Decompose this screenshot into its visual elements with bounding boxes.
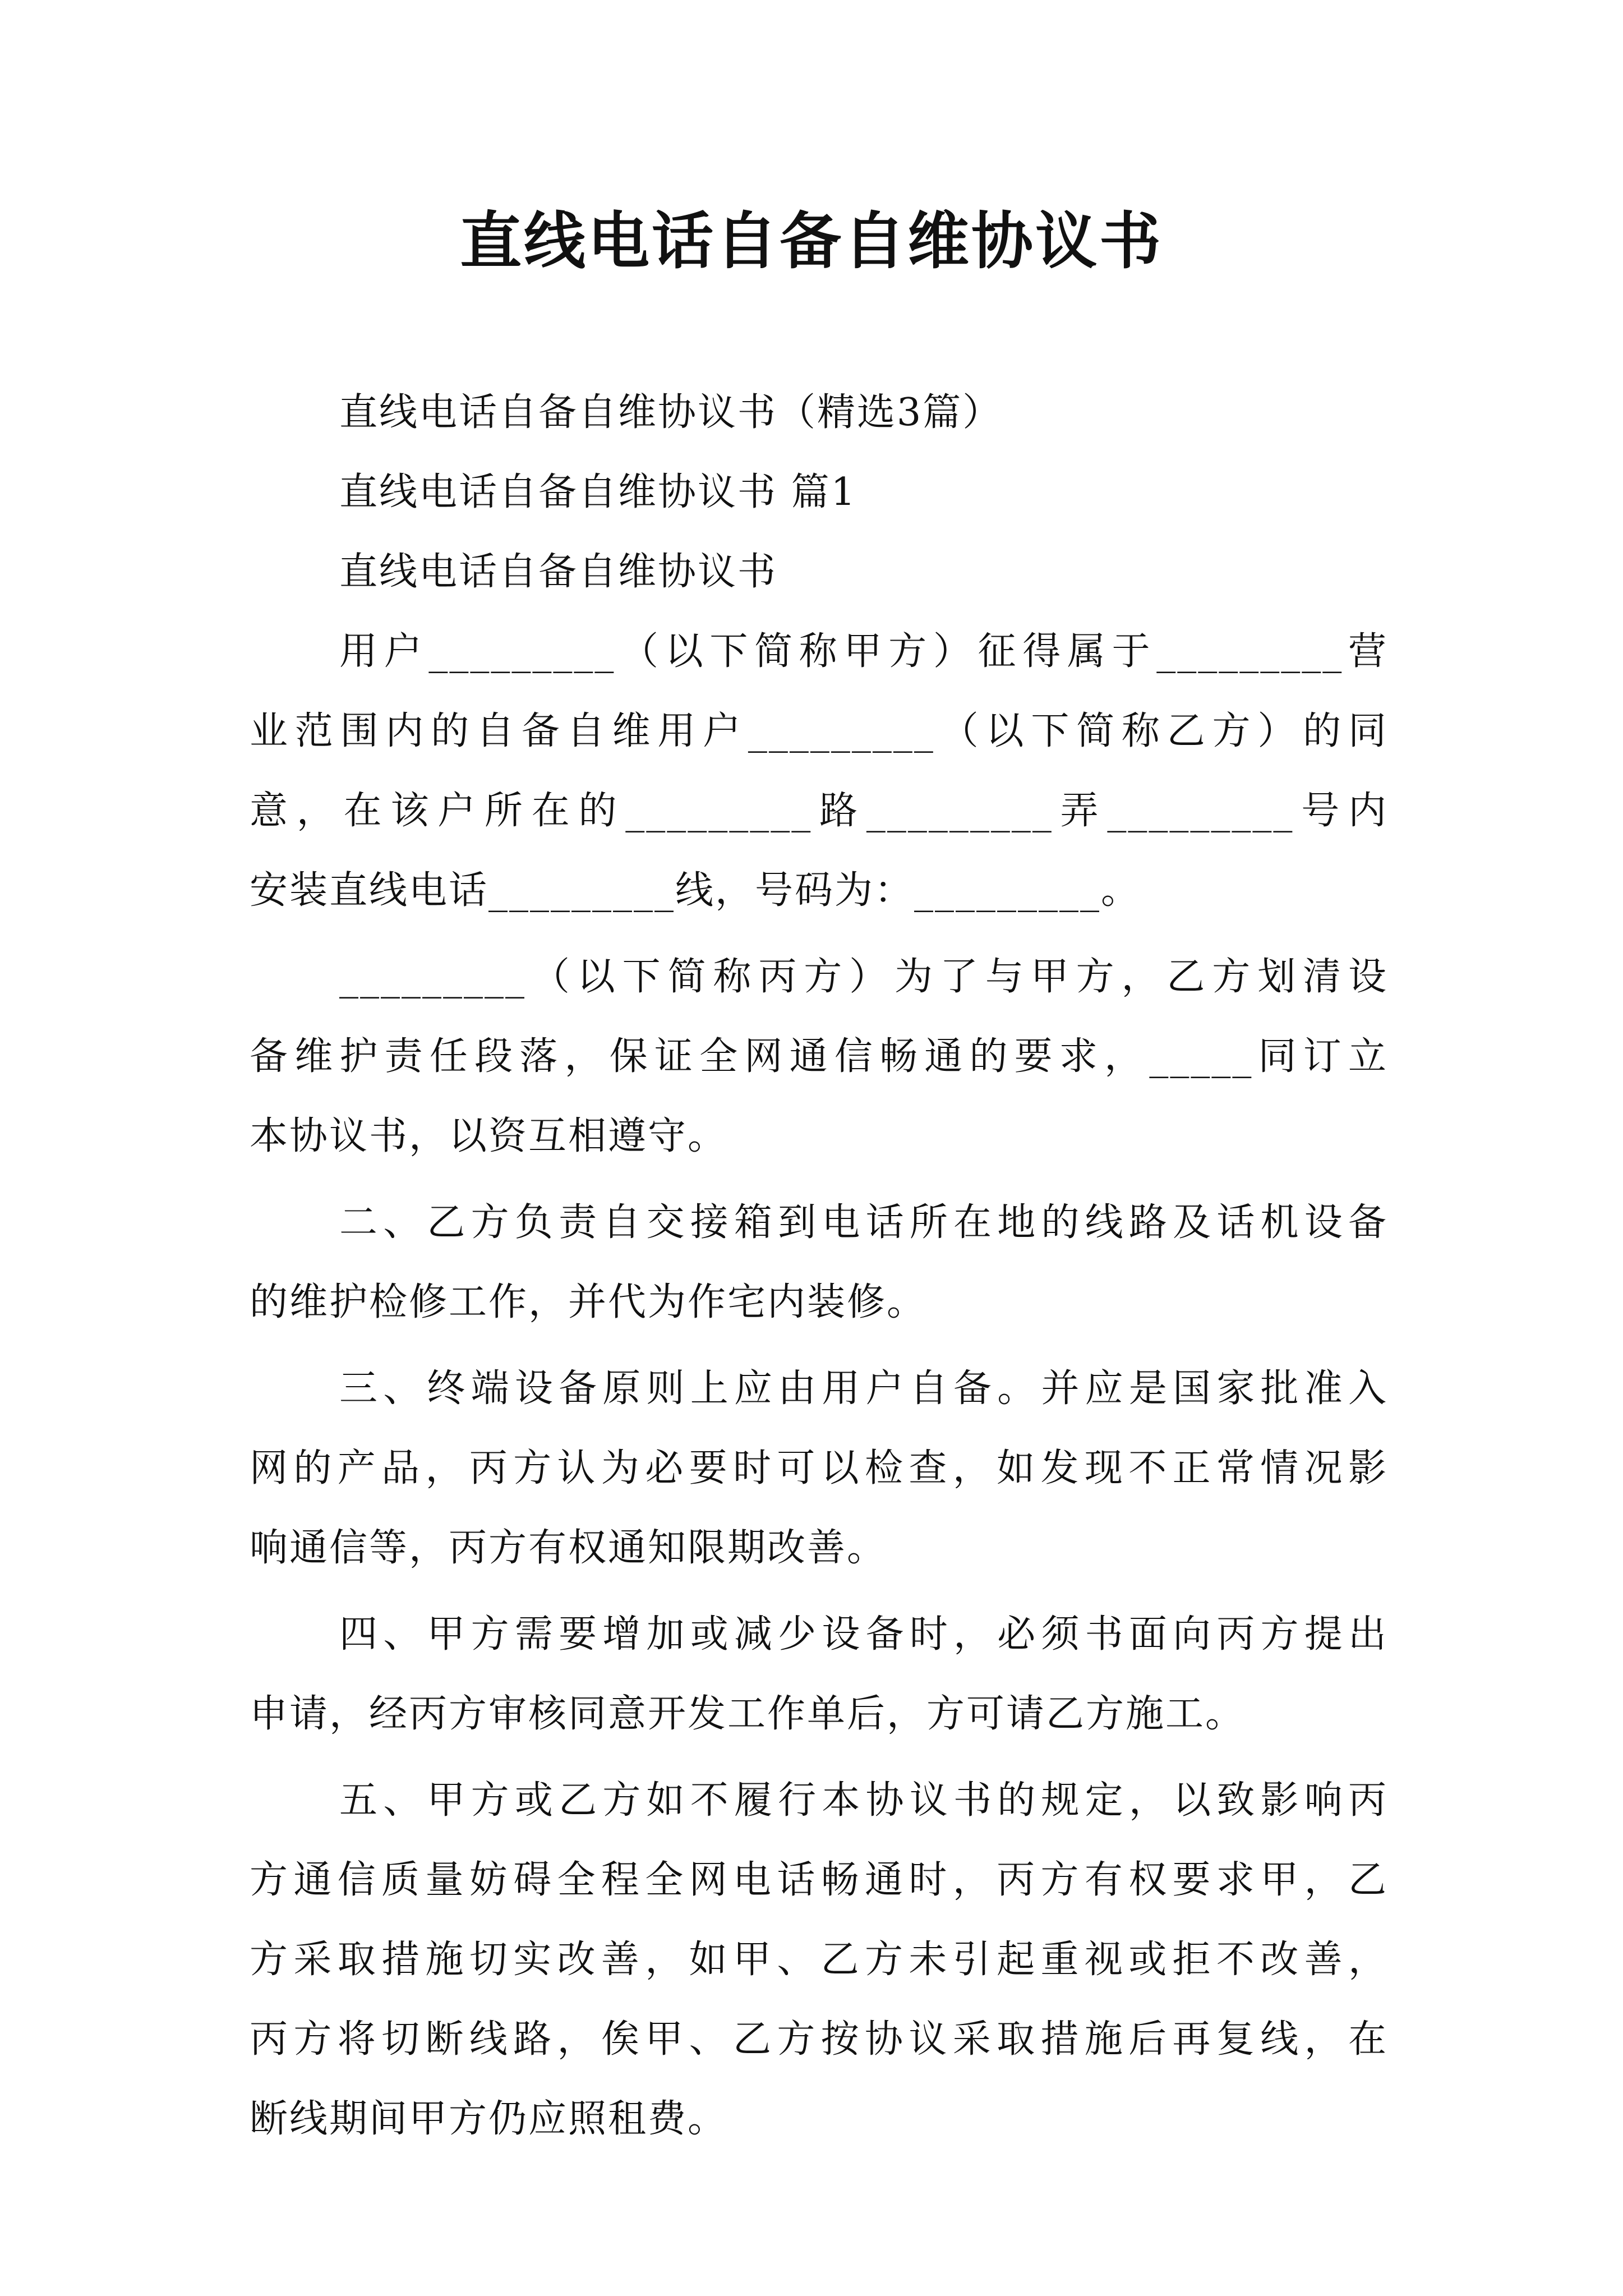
collection-heading: 直线电话自备自维协议书（精选3篇） [339, 390, 1003, 435]
article-heading: 直线电话自备自维协议书 篇1 [339, 470, 857, 514]
document-body [250, 373, 1388, 2159]
paragraph-line: 五、甲方或乙方如不履行本协议书的规定，以致影响丙 [339, 1778, 1388, 1823]
paragraph-line: 备维护责任段落，保证全网通信畅通的要求，_____同订立 [250, 1034, 1388, 1079]
clause-four [250, 1595, 1388, 1754]
paragraph-line: 业范围内的自备自维用户_________（以下简称乙方）的同 [250, 709, 1388, 753]
clause-two [250, 1183, 1388, 1342]
paragraph-parties [250, 612, 1388, 931]
clause-five [250, 1761, 1388, 2159]
paragraph-line: 意，在该户所在的_________路_________弄_________号内 [250, 789, 1388, 833]
paragraph-line: 方采取措施切实改善，如甲、乙方未引起重视或拒不改善， [250, 1938, 1388, 1982]
paragraph-line: _________（以下简称丙方）为了与甲方，乙方划清设 [339, 955, 1388, 999]
paragraph-line: 丙方将切断线路，俟甲、乙方按协议采取措施后再复线，在 [250, 2017, 1388, 2062]
paragraph-line: 本协议书，以资互相遵守。 [250, 1114, 728, 1158]
paragraph-line: 四、甲方需要增加或减少设备时，必须书面向丙方提出 [339, 1612, 1388, 1657]
paragraph-line: 网的产品，丙方认为必要时可以检查，如发现不正常情况影 [250, 1446, 1388, 1490]
clause-three [250, 1349, 1388, 1588]
paragraph-line: 三、终端设备原则上应由用户自备。并应是国家批准入 [339, 1366, 1388, 1411]
paragraph-line: 的维护检修工作，并代为作宅内装修。 [250, 1280, 927, 1324]
paragraph-purpose [250, 937, 1388, 1176]
paragraph-line: 断线期间甲方仍应照租费。 [250, 2097, 728, 2141]
paragraph-line: 二、乙方负责自交接箱到电话所在地的线路及话机设备 [339, 1200, 1388, 1245]
paragraph-line: 响通信等，丙方有权通知限期改善。 [250, 1526, 887, 1570]
paragraph-line: 安装直线电话_________线，号码为：_________。 [250, 868, 1141, 913]
agreement-heading: 直线电话自备自维协议书 [339, 550, 778, 594]
paragraph-line: 用户_________（以下简称甲方）征得属于_________营 [339, 629, 1388, 674]
paragraph-line: 方通信质量妨碍全程全网电话畅通时，丙方有权要求甲，乙 [250, 1858, 1388, 1902]
paragraph-line: 申请，经丙方审核同意开发工作单后，方可请乙方施工。 [250, 1692, 1246, 1736]
document-title: 直线电话自备自维协议书 [460, 205, 1163, 277]
